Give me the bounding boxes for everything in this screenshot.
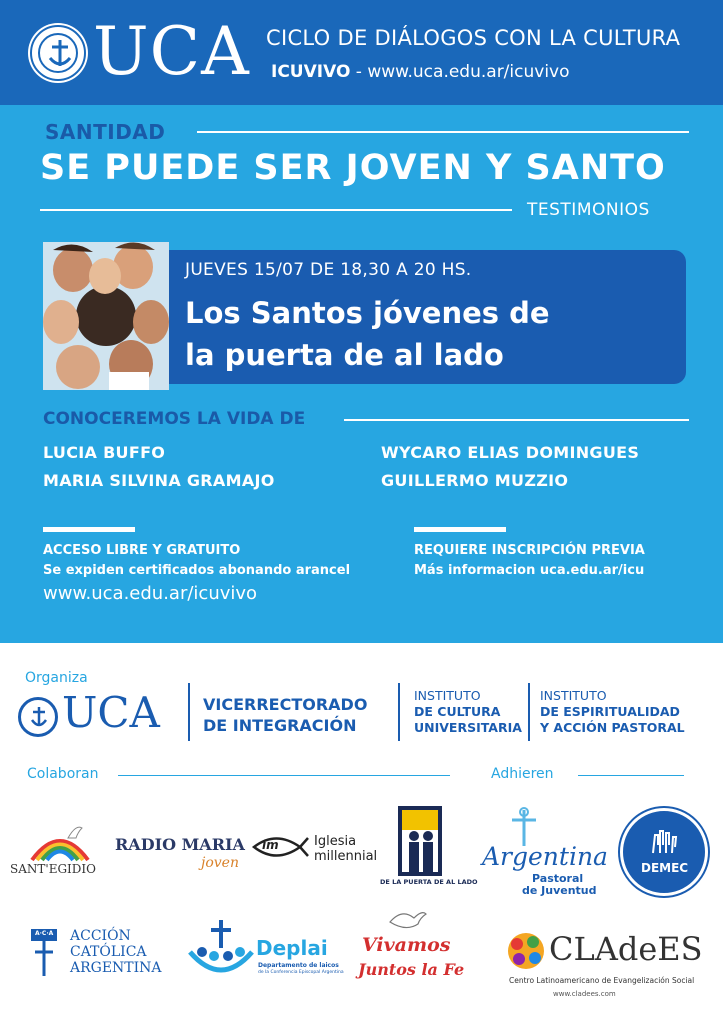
aca-badge-text: A·C·A (35, 930, 54, 937)
cladees-url[interactable]: www.cladees.com (553, 990, 616, 998)
uca-logo-text: UCA (93, 13, 250, 90)
event-date: JUEVES 15/07 DE 18,30 A 20 HS. (185, 260, 472, 280)
vivamos-text-2: Juntos la Fe (358, 960, 465, 979)
access-note: Se expiden certificados abonando arancel (43, 563, 351, 578)
vivamos-logo (358, 906, 465, 998)
testimonios-label: TESTIMONIOS (527, 200, 650, 220)
dove-icon (388, 908, 428, 932)
icuvivo-label: ICUVIVO (271, 62, 351, 82)
uca-logo-small: UCA (62, 688, 160, 737)
colaboran-line (118, 775, 450, 776)
icuvivo-url[interactable]: - www.uca.edu.ar/icuvivo (350, 62, 570, 82)
people-cross-icon (186, 918, 256, 980)
cycle-title: CICLO DE DIÁLOGOS CON LA CULTURA (266, 26, 681, 50)
demec-logo (620, 808, 708, 896)
puerta-logo (378, 806, 478, 890)
event-title-line-2: la puerta de al lado (185, 338, 504, 372)
speaker-name: GUILLERMO MUZZIO (381, 471, 569, 490)
fish-icon (250, 832, 310, 862)
register-note[interactable]: Más informacion uca.edu.ar/icu (414, 563, 645, 578)
access-info (43, 541, 350, 581)
mosaic-circle-icon (505, 930, 547, 972)
divider-line (197, 131, 689, 133)
juventud-text: de Juventud (522, 884, 597, 897)
adhieren-label: Adhieren (491, 766, 554, 782)
organiza-label: Organiza (25, 670, 88, 686)
divider-bar (414, 527, 506, 532)
vice-line-1: VICERRECTORADO (203, 695, 368, 714)
inst1-line-2: DE CULTURA (414, 704, 501, 719)
speaker-name: MARIA SILVINA GRAMAJO (43, 471, 275, 490)
deplai-sub2: de la Conferencia Episcopal Argentina (258, 970, 344, 975)
deplai-logo (186, 918, 344, 988)
cladees-sub: Centro Latinoamericano de Evangelización Social (509, 976, 695, 985)
access-title: ACCESO LIBRE Y GRATUITO (43, 543, 241, 558)
speaker-name: LUCIA BUFFO (43, 443, 166, 462)
vicerrectorado (203, 694, 367, 736)
uca-seal-logo-small (18, 697, 58, 737)
cross-anchor-icon (42, 36, 78, 72)
inst2-line-2: DE ESPIRITUALIDAD (540, 704, 680, 719)
headline: SE PUEDE SER JOVEN Y SANTO (40, 148, 666, 188)
instituto-espiritualidad (540, 688, 685, 736)
separator (528, 683, 530, 741)
inst1-line-3: UNIVERSITARIA (414, 720, 522, 735)
im-text: im (262, 838, 279, 852)
divider-line (344, 419, 689, 421)
divider-bar (43, 527, 135, 532)
youth-group-photo (43, 242, 169, 390)
accion-catolica-logo (30, 928, 160, 982)
aca-text (70, 928, 162, 976)
vice-line-2: DE INTEGRACIÓN (203, 716, 357, 735)
iglesia-line-1: Iglesia (314, 834, 357, 849)
icuvivo-line (271, 62, 570, 82)
event-title (185, 292, 550, 376)
uca-seal-logo (30, 25, 86, 81)
aca-line-1: ACCIÓN (70, 928, 131, 944)
radio-maria-joven: joven (201, 855, 239, 871)
kicker-santidad: SANTIDAD (45, 120, 166, 144)
cross-anchor-icon (29, 706, 49, 730)
pastoral-juventud-logo (480, 806, 608, 898)
inst2-line-1: INSTITUTO (540, 688, 607, 703)
instituto-cultura (414, 688, 522, 736)
demec-text: DEMEC (641, 861, 689, 875)
deplai-sub: Departamento de laicos (258, 962, 339, 969)
deplai-text: Deplai (256, 936, 328, 960)
santegidio-text: SANT'EGIDIO (10, 862, 96, 876)
cross-figure-icon (480, 806, 605, 846)
divider-line (40, 209, 512, 211)
vivamos-text-1: Vivamos (362, 934, 451, 956)
pastoral-text: Pastoral (532, 872, 584, 885)
adhieren-line (578, 775, 684, 776)
argentina-text: Argentina (482, 842, 608, 871)
cladees-text: CLAdeES (549, 930, 703, 968)
speaker-name: WYCARO ELIAS DOMINGUES (381, 443, 640, 462)
separator (188, 683, 190, 741)
register-title: REQUIERE INSCRIPCIÓN PREVIA (414, 543, 645, 558)
santegidio-logo (10, 820, 110, 880)
know-label: CONOCEREMOS LA VIDA DE (43, 409, 306, 429)
puerta-text: DE LA PUERTA DE AL LADO (380, 878, 478, 886)
event-title-line-1: Los Santos jóvenes de (185, 296, 550, 330)
iglesia-line-2: millennial (314, 849, 378, 864)
radio-maria-text: RADIO MARIA (115, 835, 245, 854)
iglesia-millennial-logo (250, 832, 380, 872)
aca-line-3: ARGENTINA (70, 960, 162, 976)
separator (398, 683, 400, 741)
access-url[interactable]: www.uca.edu.ar/icuvivo (43, 583, 258, 604)
aca-line-2: CATÓLICA (70, 944, 147, 960)
colaboran-label: Colaboran (27, 766, 99, 782)
rainbow-dove-icon (10, 820, 110, 864)
inst2-line-3: Y ACCIÓN PASTORAL (540, 720, 685, 735)
register-info (414, 541, 645, 581)
hands-icon (649, 829, 679, 855)
inst1-line-1: INSTITUTO (414, 688, 481, 703)
door-people-icon (378, 806, 464, 878)
radio-maria-logo (115, 835, 245, 885)
cladees-logo (505, 930, 703, 1004)
iglesia-millennial-text (314, 834, 377, 864)
